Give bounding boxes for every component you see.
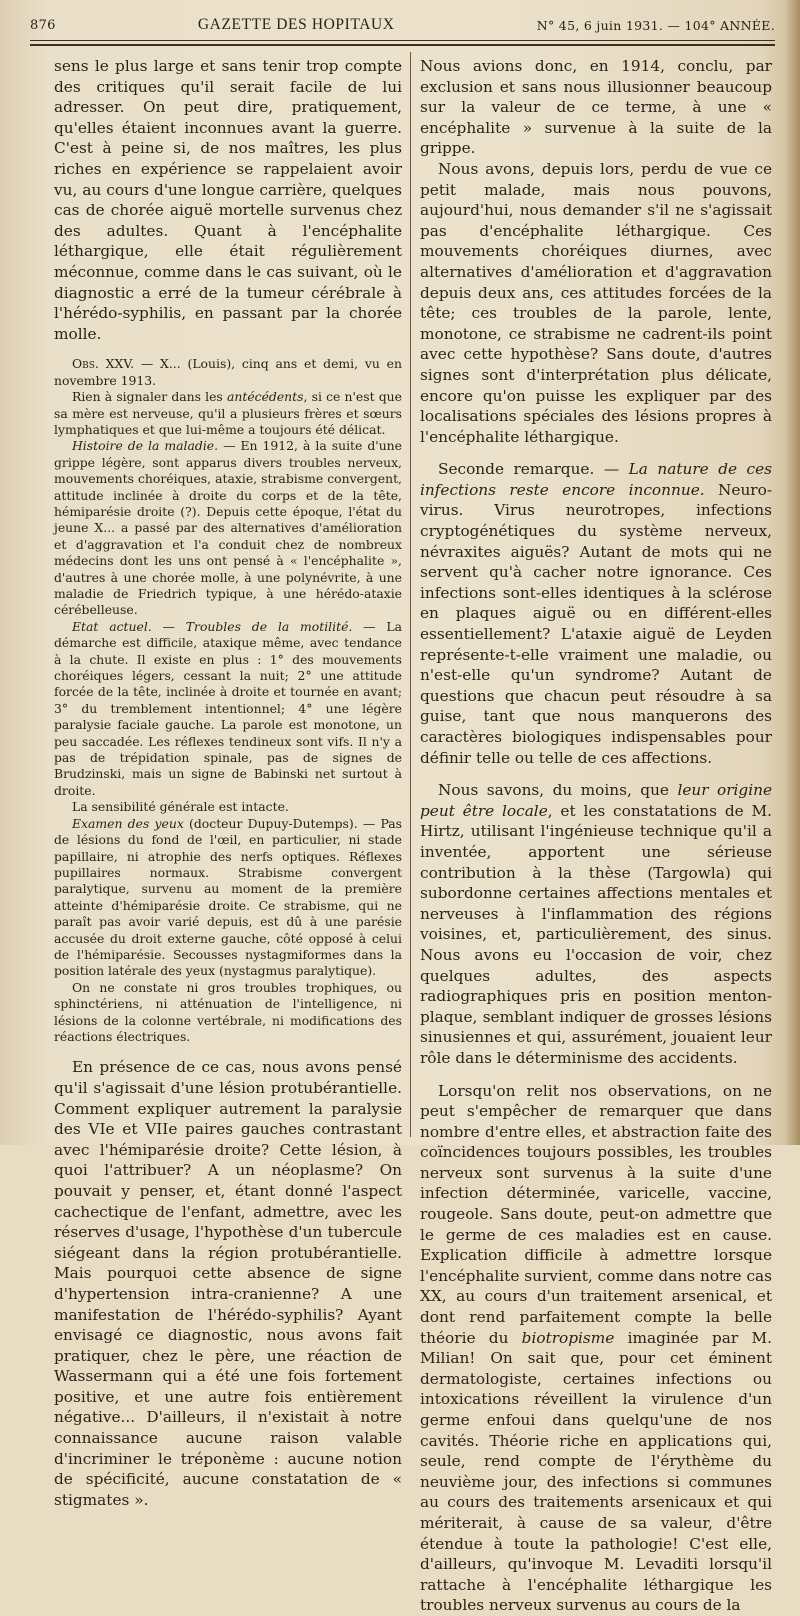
paragraph-sensibility: La sensibilité générale est intacte. (72, 799, 289, 815)
paragraph-intro: sens le plus large et sans tenir trop compte des critiques qu'il serait facile de lui adresser. On peut dire, pratiquement, qu'elles étaient inconnues avant la guerre. C'est à peine si, de nos maîtres, les plus riches en expérience se rappelaient avoir vu, au cours d'une longue carrière, quelques cas de chorée aiguë mortelle survenus chez des adultes. Quant à l'encéphalite léthargique, elle était régulièrement méconnue, comme dans le cas suivant, où le diagnostic a erré de la tumeur cérébrale à l'hérédo-syphilis, en passant par la chorée molle. (54, 57, 402, 343)
paragraph-lethargic: Nous avons, depuis lors, perdu de vue ce petit malade, mais nous pouvons, aujourd'hui, nous demander s'il ne s'agissait pas d'encéphalite léthargique. Ces mouvements choréiques diurnes, avec alternatives d'amélioration et d'aggravation depuis deux ans, ces attitudes forcées de la tête; ces troubles de la parole, lente, monotone, ce strabisme ne cadrent-ils point avec cette hypothèse? Sans doute, d'autres signes sont d'interprétation plus délicate, encore qu'on puisse les expliquer par des localisations spéciales des lésions propres à l'encéphalite léthargique. (420, 159, 772, 446)
second-remark-italic: La nature de ces infections reste encore inconnue. (420, 460, 773, 499)
second-remark-body: Neuro-virus. Virus neurotropes, infections cryptogénétiques du système nerveux, névraxites aiguës? Autant de mots qui ne servent qu'à cacher notre ignorance. Ces infections sont-elles identiques à la sclérose en plaques aiguë ou en différent-elles essentiellement? L'ataxie aiguë de Leyden représente-t-elle vraiment une maladie, ou n'est-elle qu'un syndrome? Autant de questions que chacun peut résoudre à sa guise, tant que nous manquerons des caractères biologiques indispensables pour définir telle ou telle de ces affections. (420, 480, 772, 767)
paragraph-observations (420, 1081, 772, 1616)
issue-info: N° 45, 6 juin 1931. — 104° ANNÉE. (536, 17, 775, 33)
state-body: — La démarche est difficile, ataxique même, avec tendance à la chute. Il existe en plus : 1° des mouvements choréiques légers, cessant la nuit; 2° une attitude forcée de la tête, inclinée à droite et tournée en avant; 3° du tremblement intentionnel; 4° une légère paralysie faciale gauche. La parole est monotone, un peu saccadée. Les réflexes tendineux sont vifs. Il n'y a pas de trépidation spinale, pas de signes de Brudzinski, mais un signe de Babinski net surtout à droite. (54, 618, 402, 798)
history-heading: Histoire de la maladie. (72, 438, 219, 454)
origin-lead: Nous savons, du moins, que (438, 781, 678, 800)
paragraph-history (54, 438, 402, 618)
right-column (420, 56, 772, 1616)
obs-text: — X... (Louis), cinq ans et demi, vu en novembre 1913. (54, 356, 402, 388)
motility-heading: Troubles de la motilité. (185, 618, 353, 634)
header-rule-thick (30, 44, 775, 46)
paragraph-second-remark (420, 459, 772, 768)
second-remark-lead: Seconde remarque. — (438, 460, 629, 479)
history-body: — En 1912, à la suite d'une grippe légère, sont apparus divers troubles nerveux, mouvements choréiques, ataxie, strabisme convergent, attitude inclinée à droite du corps et de la tête, hémiparésie droite (?). Depuis cette époque, l'état du jeune X... a passé par des alternatives d'amélioration et d'aggravation et l'a conduit chez de nombreux médecins dont les uns ont pensé à « l'encéphalite », d'autres à une chorée molle, à une polynévrite, à une maladie de Friedrich typique, à une hérédo-ataxie cérébelleuse. (54, 438, 402, 618)
journal-title: GAZETTE DES HOPITAUX (197, 16, 395, 33)
paragraph-antecedents (54, 389, 402, 438)
antecedents-body: , si ce n'est que sa mère est nerveuse, qu'il a plusieurs frères et sœurs lymphatiques et que lui-même a toujours été délicat. (54, 389, 402, 437)
biotropisme-term: biotropisme (521, 1328, 615, 1347)
observations-lead: Lorsqu'on relit nos observations, on ne peut s'empêcher de remarquer que dans nombre d'entre elles, et abstraction faite des coïncidences toujours possibles, les troubles nerveux sont survenus à la suite d'une infection déterminée, varicelle, vaccine, rougeole. Sans doute, peut-on admettre que le germe de ces maladies est en cause. Explication difficile à admettre lorsque l'encéphalite survient, comme dans notre cas XX, au cours d'un traitement arsenical, et dont rend parfaitement compte la belle théorie du (420, 1081, 772, 1347)
column-divider (410, 52, 411, 1137)
state-dash: — (151, 618, 186, 634)
paragraph-eye-exam (54, 816, 402, 980)
paragraph-current-state (54, 619, 402, 799)
obs-label: Obs. XXV. (72, 356, 135, 372)
paragraph-conclusion: Nous avions donc, en 1914, conclu, par exclusion et sans nous illusionner beaucoup sur la valeur de ce terme, à une « encéphalite » survenue à la suite de la grippe. (420, 57, 772, 158)
antecedents-lead: Rien à signaler dans les (72, 389, 227, 405)
antecedents-term: antécédents (226, 389, 304, 405)
state-heading: Etat actuel. (72, 618, 152, 634)
left-column (54, 56, 402, 1510)
running-header (30, 14, 775, 36)
eye-exam-body: (docteur Dupuy-Dutemps). — Pas de lésions du fond de l'œil, en particulier, ni stade papillaire, ni atrophie des nerfs optiques. Réflexes pupillaires normaux. Strabisme convergent paralytique, survenu au moment de la première atteinte d'hémiparésie droite. Ce strabisme, qui ne paraît pas avoir varié depuis, est dû à une parésie accusée du droit externe gauche, côté opposé à celui de l'hémiparésie. Secousses nystagmiformes dans la position latérale des yeux (nystagmus paralytique). (54, 815, 402, 979)
origin-body: , et les constatations de M. Hirtz, utilisant l'ingénieuse technique qu'il a inventée, apportent une sérieuse contribution à la thèse (Targowla) qui subordonne certaines affections mentales et nerveuses à l'inflammation des régions voisines, et, particulièrement, des sinus. Nous avons eu l'occasion de voir, chez quelques adultes, des aspects radiographiques pris en position menton-plaque, semblant indiquer de grosses lésions sinusiennes et qui, assurément, jouaient leur rôle dans le déterminisme des accidents. (420, 801, 772, 1067)
header-rule-thin (30, 40, 775, 41)
paragraph-discussion: En présence de ce cas, nous avons pensé qu'il s'agissait d'une lésion protubérantielle. Comment expliquer autrement la paralysie des VIe et VIIe paires gauches contrastant avec l'hémiparésie droite? Cette lésion, à quoi l'attribuer? A un néoplasme? On pouvait y penser, et, étant donné l'aspect cachectique de l'enfant, admettre, avec les réserves d'usage, l'hypothèse d'un tubercule siégeant dans la région protubérantielle. Mais pourquoi cette absence de signe d'hypertension intra-cranienne? A une manifestation de l'hérédo-syphilis? Ayant envisagé ce diagnostic, nous avons fait pratiquer, chez le père, une réaction de Wassermann qui a été une fois fortement positive, et une autre fois entièrement négative... D'ailleurs, il n'existait à notre connaissance aucune raison valable d'incriminer le tréponème : aucune notion de spécificité, aucune constatation de « stigmates ». (54, 1058, 402, 1509)
eye-exam-heading: Examen des yeux (72, 815, 184, 831)
paragraph-findings: On ne constate ni gros troubles trophiques, ou sphinctériens, ni atténuation de l'intelligence, ni lésions de la colonne vertébrale, ni modifications des réactions électriques. (54, 979, 402, 1044)
observations-body: imaginée par M. Milian! On sait que, pour cet éminent dermatologiste, certaines infections ou intoxications réveillent la virulence d'un germe enfoui dans quelqu'une de nos cavités. Théorie riche en applications qui, seule, rend compte de l'érythème du neuvième jour, des infections si communes au cours des traitements arsenicaux et qui mériterait, à cause de sa valeur, d'être étendue à toute la pathologie! C'est elle, d'ailleurs, qu'invoque M. Levaditi lorsqu'il rattache à l'encéphalite léthargique les troubles nerveux survenus au cours de la (420, 1328, 772, 1615)
page-number: 876 (30, 17, 56, 33)
origin-italic: leur origine peut être locale (420, 781, 772, 820)
observation-heading (54, 356, 402, 389)
page-edge-shadow (786, 0, 800, 1145)
paragraph-origin (420, 780, 772, 1068)
